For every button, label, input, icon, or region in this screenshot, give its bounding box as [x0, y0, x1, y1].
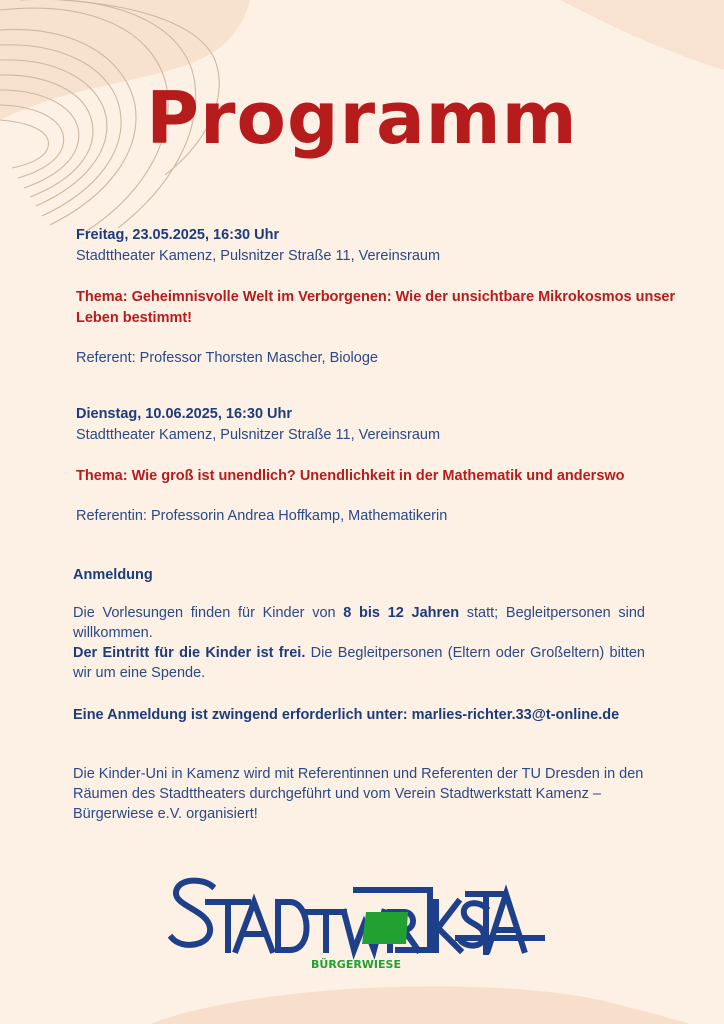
free-entry-note: Der Eintritt für die Kinder ist frei. [73, 645, 306, 661]
registration-paragraph [73, 603, 645, 683]
event-date: Freitag, 23.05.2025, 16:30 Uhr [76, 227, 280, 243]
event-place: Stadttheater Kamenz, Pulsnitzer Straße 11, Vereinsraum [76, 427, 441, 443]
registration-required-note: Eine Anmeldung ist zwingend erforderlich unter: marlies-richter.33@t-online.de [73, 707, 620, 723]
event-date: Dienstag, 10.06.2025, 16:30 Uhr [76, 406, 293, 422]
event-2 [76, 404, 676, 527]
age-range: 8 bis 12 Jahren [343, 605, 460, 621]
event-speaker: Referentin: Professorin Andrea Hoffkamp, Mathematikerin [76, 508, 448, 524]
footer-paragraph: Die Kinder-Uni in Kamenz wird mit Referentinnen und Referenten der TU Dresden in den Räumen des Stadttheaters durchgeführt und vom Verein Stadtwerkstatt Kamenz – Bürgerwiese e.V. organisiert! [73, 766, 644, 822]
event-speaker: Referent: Professor Thorsten Mascher, Biologe [76, 350, 378, 366]
stadtwerkstatt-logo [168, 872, 548, 972]
event-theme: Thema: Geheimnisvolle Welt im Verborgenen: Wie der unsichtbare Mikrokosmos unser Leben bestimmt! [76, 289, 676, 326]
page-title: Programm [146, 76, 578, 160]
event-place: Stadttheater Kamenz, Pulsnitzer Straße 11, Vereinsraum [76, 248, 441, 264]
registration-heading: Anmeldung [73, 567, 153, 583]
text-run: statt; Begleitpersonen sind willkommen. [73, 605, 645, 641]
logo-subtitle: BÜRGERWIESE [311, 958, 401, 971]
text-run: Die Vorlesungen finden für Kinder von [73, 605, 344, 621]
event-1 [76, 225, 676, 369]
event-theme: Thema: Wie groß ist unendlich? Unendlichkeit in der Mathematik und anderswo [76, 468, 625, 484]
text-run: Die Begleitpersonen (Eltern oder Großeltern) bitten wir um eine Spende. [73, 645, 645, 681]
